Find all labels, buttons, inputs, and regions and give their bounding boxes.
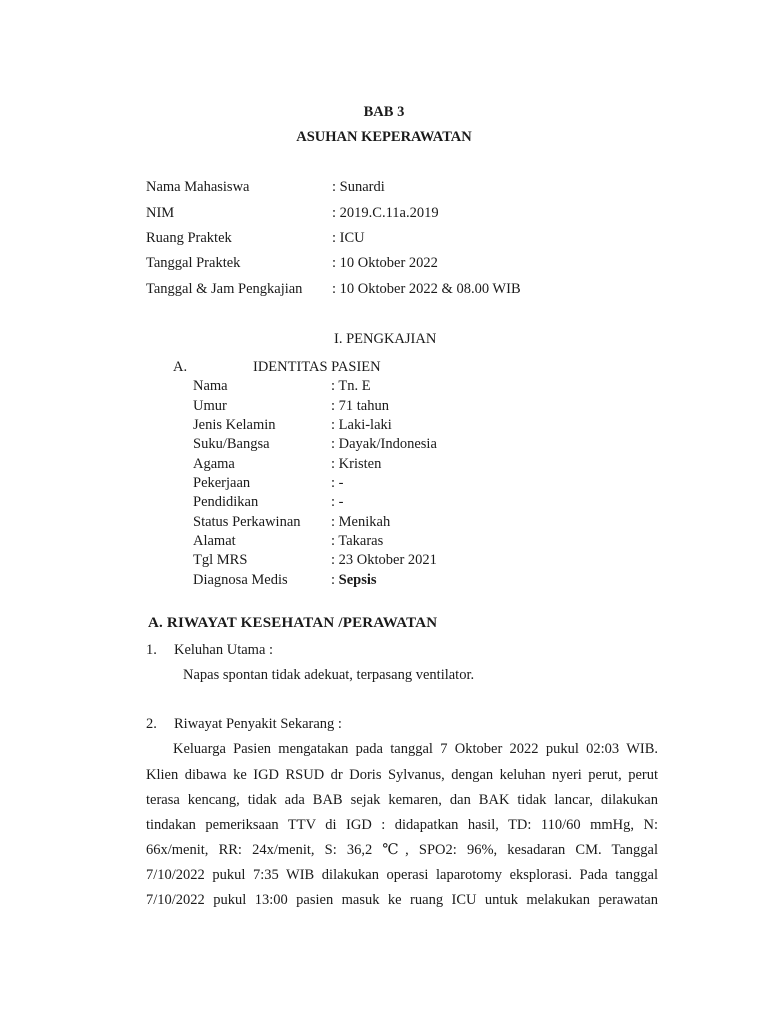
chapter-title: BAB 3 [363, 104, 405, 120]
ethnicity-value: : Dayak/Indonesia [331, 436, 437, 452]
diagnosis-text: Sepsis [338, 572, 377, 588]
paragraph-line: 7/10/2022 pukul 13:00 pasien masuk ke ruang ICU untuk melakukan perawatan [146, 892, 658, 908]
marital-status-value: : Menikah [331, 514, 391, 530]
document-heading: ASUHAN KEPERAWATAN [296, 129, 472, 145]
identity-heading: IDENTITAS PASIEN [253, 359, 381, 375]
paragraph-line: Keluarga Pasien mengatakan pada tanggal 7 Oktober 2022 pukul 02:03 WIB. [173, 741, 658, 757]
patient-name-label: Nama [193, 378, 228, 394]
nim-value: : 2019.C.11a.2019 [332, 205, 439, 221]
paragraph-line: 7/10/2022 pukul 7:35 WIB dilakukan operasi laparotomy eksplorasi. Pada tanggal [146, 867, 658, 883]
assessment-datetime-label: Tanggal & Jam Pengkajian [146, 281, 303, 297]
paragraph-line: 66x/menit, RR: 24x/menit, S: 36,2 ℃, SPO2: 96%, kesadaran CM. Tanggal [146, 842, 658, 858]
practice-date-value: : 10 Oktober 2022 [332, 255, 438, 271]
ward-label: Ruang Praktek [146, 230, 232, 246]
present-illness-label: Riwayat Penyakit Sekarang : [174, 716, 342, 732]
religion-value: : Kristen [331, 456, 382, 472]
nim-label: NIM [146, 205, 175, 221]
diagnosis-value [331, 572, 377, 589]
ethnicity-label: Suku/Bangsa [193, 436, 270, 452]
identity-letter: A. [173, 359, 188, 375]
chief-complaint-label: Keluhan Utama : [174, 642, 274, 658]
gender-value: : Laki-laki [331, 417, 392, 433]
item1-number: 1. [146, 642, 157, 658]
occupation-label: Pekerjaan [193, 475, 251, 491]
occupation-value: : - [331, 475, 344, 491]
age-value: : 71 tahun [331, 398, 389, 414]
paragraph-line: terasa kencang, tidak ada BAB sejak kemaren, dan BAK tidak lancar, dilakukan [146, 792, 658, 808]
section-pengkajian-heading: I. PENGKAJIAN [334, 331, 437, 347]
patient-name-value: : Tn. E [331, 378, 371, 394]
ward-value: : ICU [332, 230, 365, 246]
diagnosis-label: Diagnosa Medis [193, 572, 288, 588]
admission-date-label: Tgl MRS [193, 552, 248, 568]
paragraph-line: Klien dibawa ke IGD RSUD dr Doris Sylvanus, dengan keluhan nyeri perut, perut [146, 767, 658, 783]
gender-label: Jenis Kelamin [193, 417, 276, 433]
paragraph-line: tindakan pemeriksaan TTV di IGD : didapatkan hasil, TD: 110/60 mmHg, N: [146, 817, 658, 833]
religion-label: Agama [193, 456, 235, 472]
address-value: : Takaras [331, 533, 384, 549]
chief-complaint-text: Napas spontan tidak adekuat, terpasang ventilator. [183, 667, 475, 683]
assessment-datetime-value: : 10 Oktober 2022 & 08.00 WIB [332, 281, 521, 297]
age-label: Umur [193, 398, 227, 414]
education-label: Pendidikan [193, 494, 259, 510]
diagnosis-colon: : [331, 572, 339, 588]
student-name-label: Nama Mahasiswa [146, 179, 250, 195]
practice-date-label: Tanggal Praktek [146, 255, 241, 271]
education-value: : - [331, 494, 344, 510]
item2-number: 2. [146, 716, 157, 732]
address-label: Alamat [193, 533, 236, 549]
admission-date-value: : 23 Oktober 2021 [331, 552, 437, 568]
student-name-value: : Sunardi [332, 179, 385, 195]
marital-status-label: Status Perkawinan [193, 514, 301, 530]
health-history-heading: A. RIWAYAT KESEHATAN /PERAWATAN [148, 615, 438, 631]
